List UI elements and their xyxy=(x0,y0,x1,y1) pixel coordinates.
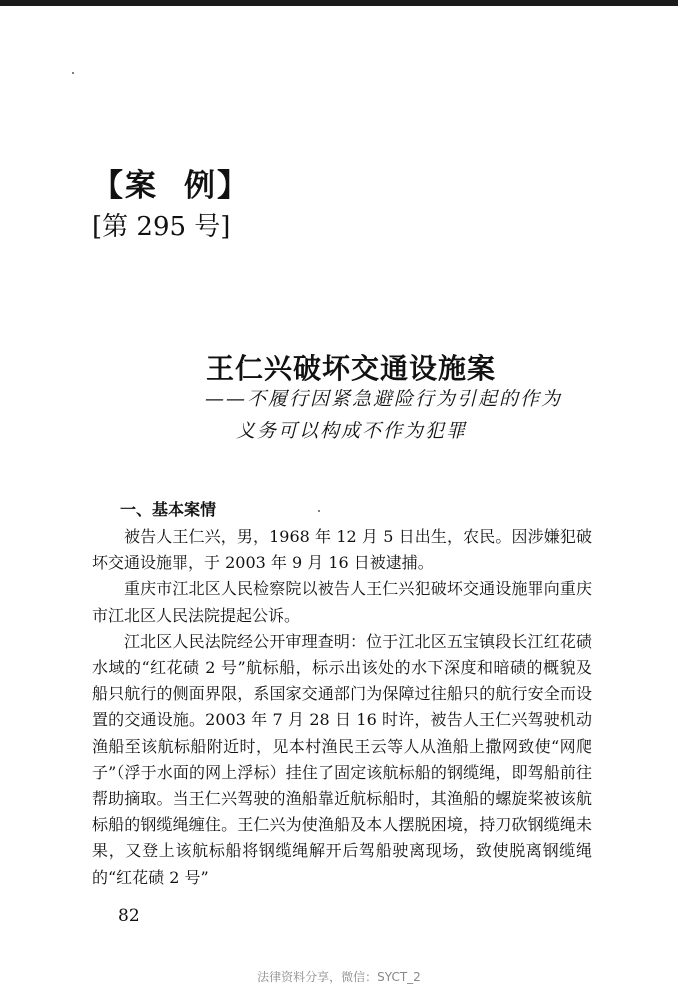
page-number: 82 xyxy=(118,906,140,926)
subtitle-line-2: 义务可以构成不作为犯罪 xyxy=(236,420,468,442)
watermark-footer: 法律资料分享，微信：SYCT_2 xyxy=(257,970,421,984)
paragraph: 被告人王仁兴，男，1968 年 12 月 5 日出生，农民。因涉嫌犯破坏交通设施罪，于 2003 年 9 月 16 日被逮捕。 xyxy=(92,527,592,573)
subtitle-line-1: ——不履行因紧急避险行为引起的作为 xyxy=(205,388,563,410)
page-title: 王仁兴破坏交通设施案 xyxy=(206,352,497,385)
body-text xyxy=(92,524,592,891)
case-label-left: 【案 xyxy=(92,168,158,204)
section-heading: 一、基本案情 xyxy=(120,500,217,519)
page-top-border xyxy=(0,0,678,6)
case-label xyxy=(92,160,250,205)
paragraph: 重庆市江北区人民检察院以被告人王仁兴犯破坏交通设施罪向重庆市江北区人民法院提起公诉。 xyxy=(92,579,592,625)
paragraph: 江北区人民法院经公开审理查明：位于江北区五宝镇段长江红花碛水域的“红花碛 2 号”航标船，标示出该处的水下深度和暗碛的概貌及船只航行的侧面界限，系国家交通部门为保障过往船只的航行安全而设置的交通设施。2003 年 7 月 28 日 16 时许，被告人王仁兴驾驶机动渔船至该航标船附近时，见本村渔民王云等人从渔船上撒网致使“网爬子”（浮于水面的网上浮标）挂住了固定该航标船的钢缆绳，即驾船前往帮助摘取。当王仁兴驾驶的渔船靠近航标船时，其渔船的螺旋桨被该航标船的钢缆绳缠住。王仁兴为使渔船及本人摆脱困境，持刀砍钢缆绳未果，又登上该航标船将钢缆绳解开后驾船驶离现场，致使脱离钢缆绳的“红花碛 2 号” xyxy=(92,631,592,887)
scan-speck xyxy=(72,72,74,74)
case-number: [第 295 号] xyxy=(92,212,231,242)
scan-speck xyxy=(318,510,320,512)
case-label-right: 例】 xyxy=(184,168,250,204)
